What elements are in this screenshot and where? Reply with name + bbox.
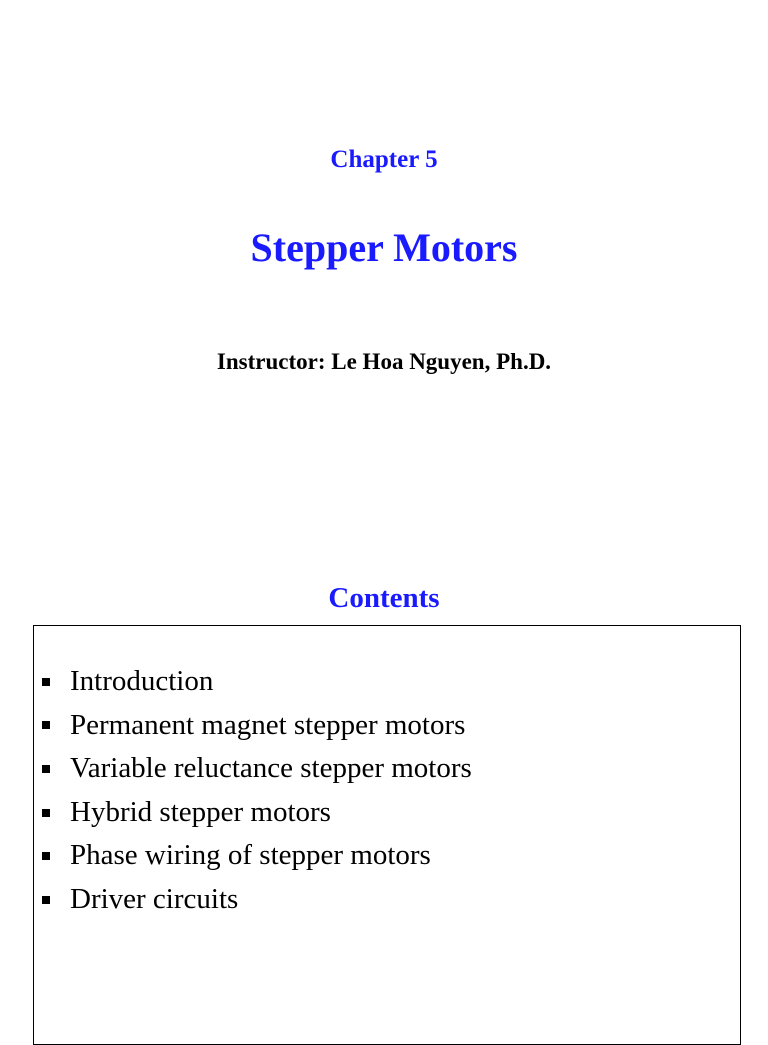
list-item — [42, 834, 472, 878]
contents-box — [33, 625, 741, 1045]
page-title: Stepper Motors — [250, 225, 518, 270]
list-item-label: Permanent magnet stepper motors — [70, 708, 466, 741]
list-item — [42, 878, 472, 922]
square-bullet-icon — [42, 765, 50, 773]
list-item — [42, 660, 472, 704]
list-item-label: Variable reluctance stepper motors — [70, 752, 472, 785]
list-item — [42, 791, 472, 835]
chapter-label: Chapter 5 — [330, 146, 438, 173]
list-item — [42, 704, 472, 748]
instructor-line: Instructor: Le Hoa Nguyen, Ph.D. — [216, 349, 552, 374]
square-bullet-icon — [42, 721, 50, 729]
list-item-label: Phase wiring of stepper motors — [70, 839, 431, 872]
list-item-label: Driver circuits — [70, 882, 239, 915]
list-item — [42, 747, 472, 791]
square-bullet-icon — [42, 678, 50, 686]
list-item-label: Introduction — [70, 665, 214, 697]
list-item-label: Hybrid stepper motors — [70, 795, 331, 828]
contents-heading: Contents — [328, 582, 440, 614]
square-bullet-icon — [42, 852, 50, 860]
square-bullet-icon — [42, 809, 50, 817]
contents-list — [42, 660, 472, 922]
square-bullet-icon — [42, 896, 50, 904]
